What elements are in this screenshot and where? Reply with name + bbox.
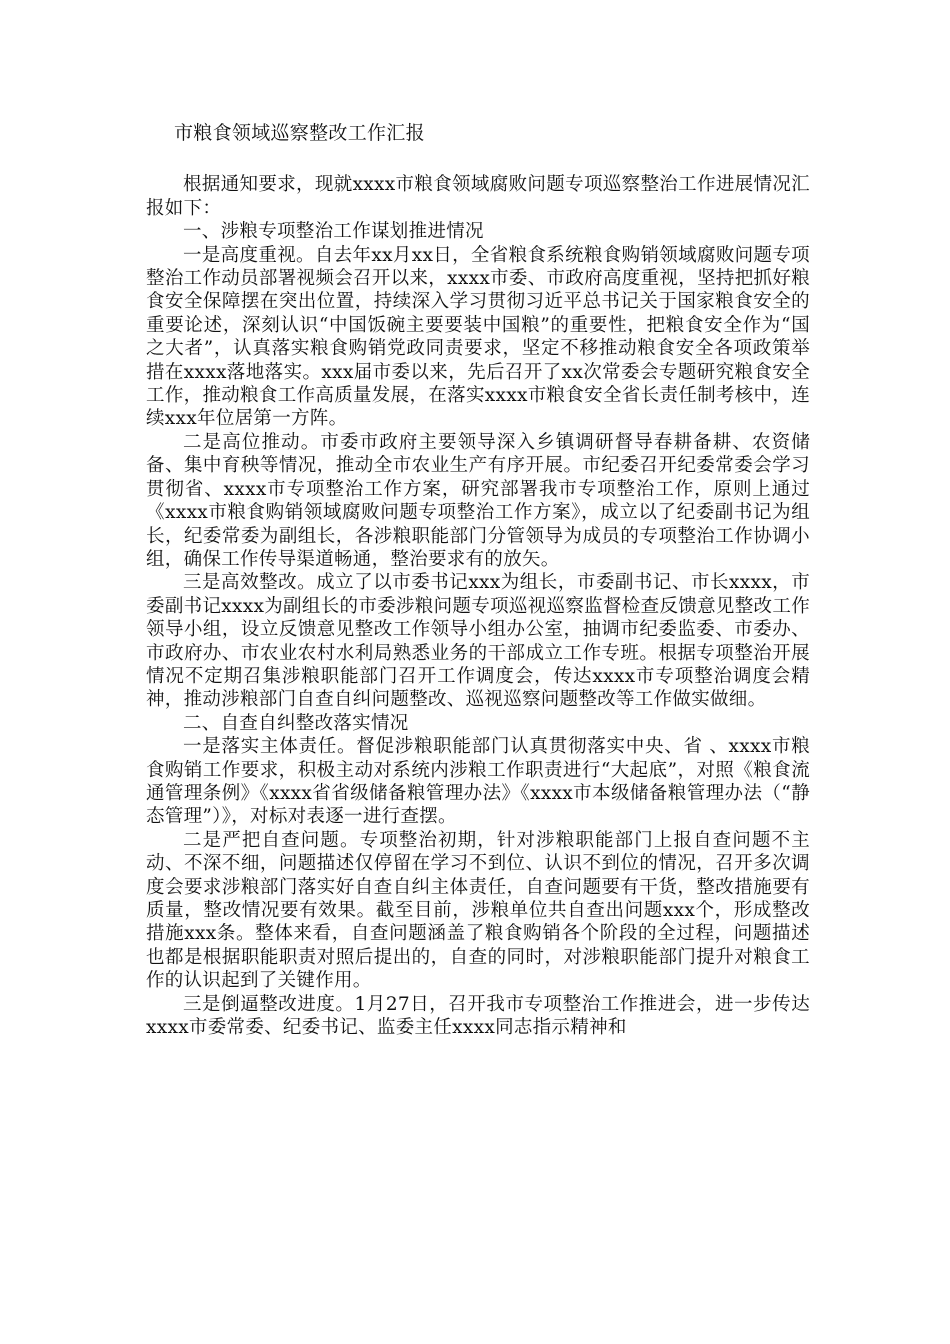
paragraph-intro: 根据通知要求，现就xxxx市粮食领域腐败问题专项巡察整治工作进展情况汇报如下： [146, 174, 810, 219]
paragraph-main-responsibility: 一是落实主体责任。督促涉粮职能部门认真贯彻落实中央、省 、xxxx市粮食购销工作要求，积极主动对系统内涉粮工作职责进行“大起底”，对照《粮食流通管理条例》《xxxx省省级储备粮管理办法》《xxxx市本级储备粮管理办法（“静态管理”）》，对标对表逐一进行查摆。 [146, 736, 810, 828]
document-title: 市粮食领域巡察整改工作汇报 [174, 122, 425, 144]
paragraph-efficient-rectification: 三是高效整改。成立了以市委书记xxx为组长，市委副书记、市长xxxx，市委副书记xxxx为副组长的市委涉粮问题专项巡视巡察监督检查反馈意见整改工作领导小组，设立反馈意见整改工作领导小组办公室，抽调市纪委监委、市委办、市政府办、市农业农村水利局熟悉业务的干部成立工作专班。根据专项整治开展情况不定期召集涉粮职能部门召开工作调度会，传达xxxx市专项整治调度会精神，推动涉粮部门自查自纠问题整改、巡视巡察问题整改等工作做实做细。 [146, 572, 810, 711]
section-heading-1: 一、涉粮专项整治工作谋划推进情况 [183, 221, 484, 243]
document-page [146, 122, 810, 1039]
paragraph-progress: 三是倒逼整改进度。1月27日，召开我市专项整治工作推进会，进一步传达xxxx市委常委、纪委书记、监委主任xxxx同志指示精神和 [146, 993, 810, 1039]
paragraph-high-attention: 一是高度重视。自去年xx月xx日，全省粮食系统粮食购销领域腐败问题专项整治工作动员部署视频会召开以来，xxxx市委、市政府高度重视，坚持把抓好粮食安全保障摆在突出位置，持续深入学习贯彻习近平总书记关于国家粮食安全的重要论述，深刻认识“中国饭碗主要要装中国粮”的重要性，把粮食安全作为“国之大者”，认真落实粮食购销党政同责要求，坚定不移推动粮食安全各项政策举措在xxxx落地落实。xxx届市委以来，先后召开了xx次常委会专题研究粮食安全工作，推动粮食工作高质量发展，在落实xxxx市粮食安全省长责任制考核中，连续xxx年位居第一方阵。 [146, 244, 810, 430]
paragraph-self-inspection: 二是严把自查问题。专项整治初期，针对涉粮职能部门上报自查问题不主动、不深不细，问题描述仅停留在学习不到位、认识不到位的情况，召开多次调度会要求涉粮部门落实好自查自纠主体责任，自查问题要有干货，整改措施要有质量，整改情况要有效果。截至目前，涉粮单位共自查出问题xxx个，形成整改措施xxx条。整体来看，自查问题涵盖了粮食购销各个阶段的全过程，问题描述也都是根据职能职责对照后提出的，自查的同时，对涉粮职能部门提升对粮食工作的认识起到了关键作用。 [146, 829, 810, 992]
section-heading-2: 二、自查自纠整改落实情况 [183, 712, 409, 734]
paragraph-high-level-promotion: 二是高位推动。市委市政府主要领导深入乡镇调研督导春耕备耕、农资储备、集中育秧等情况，推动全市农业生产有序开展。市纪委召开纪委常委会学习贯彻省、xxxx市专项整治工作方案，研究部署我市专项整治工作，原则上通过《xxxx市粮食购销领域腐败问题专项整治工作方案》，成立以了纪委副书记为组长，纪委常委为副组长，各涉粮职能部门分管领导为成员的专项整治工作协调小组，确保工作传导渠道畅通，整治要求有的放矢。 [146, 431, 810, 570]
